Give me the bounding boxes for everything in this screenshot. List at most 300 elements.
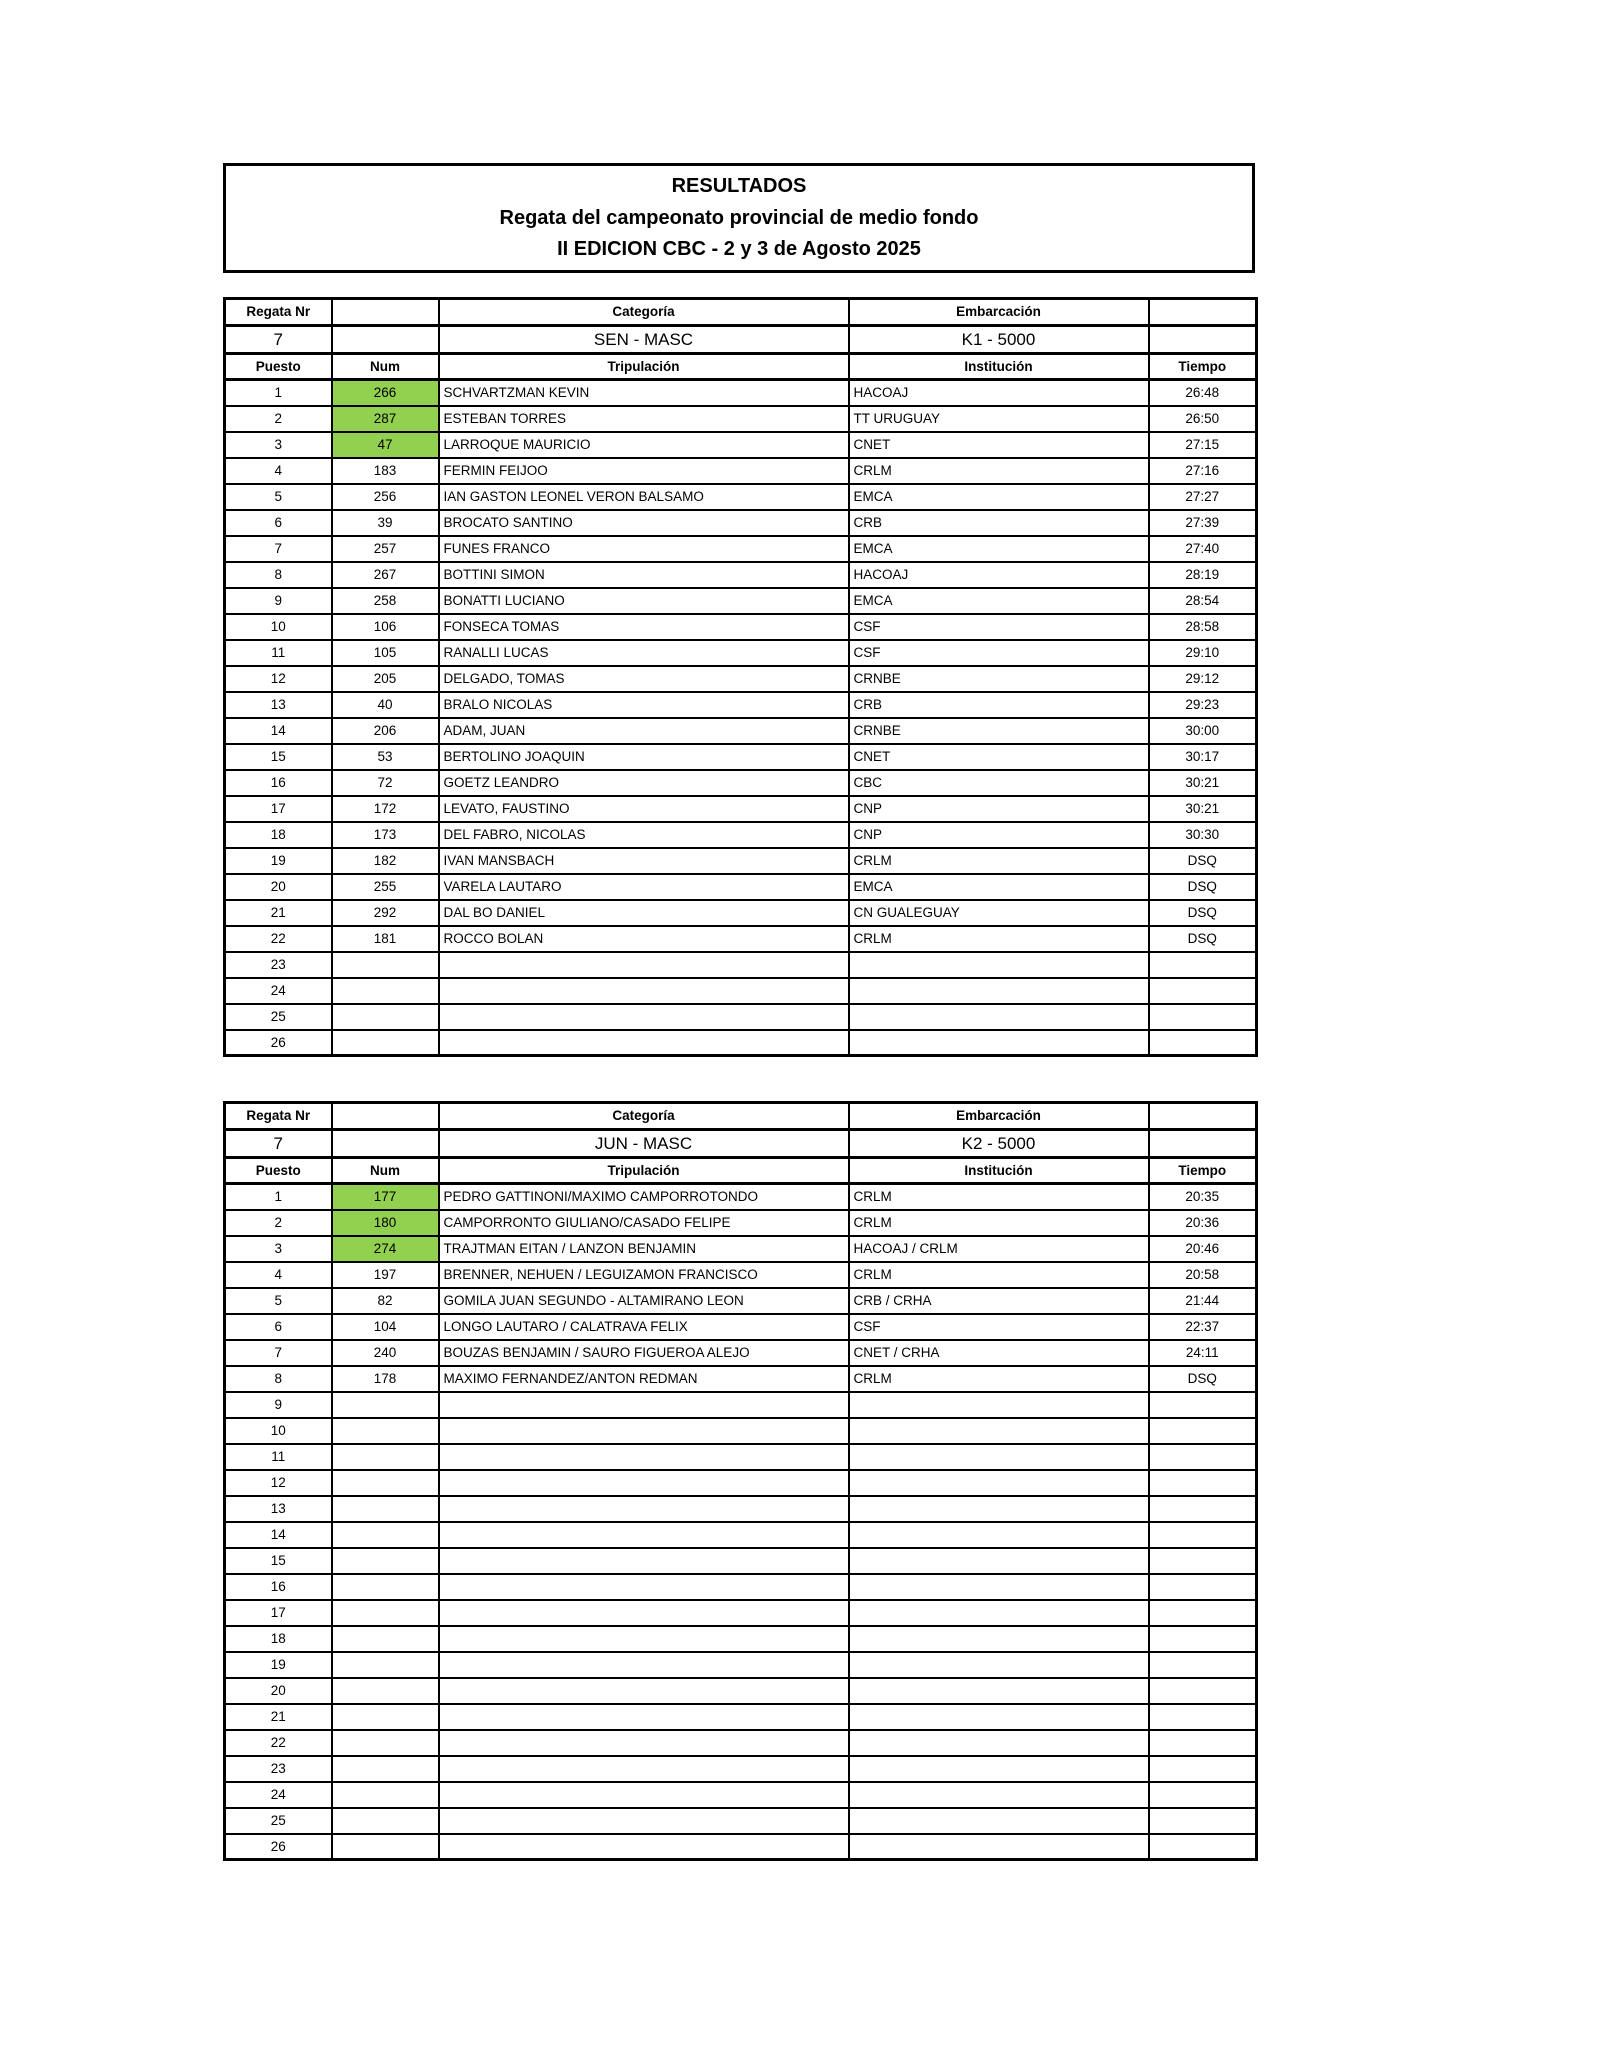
empty-cell xyxy=(332,1130,439,1158)
table-row xyxy=(225,848,1257,874)
puesto-cell: 11 xyxy=(225,640,332,666)
institucion-cell: CSF xyxy=(849,1314,1149,1340)
num-cell: 40 xyxy=(332,692,439,718)
num-cell xyxy=(332,1496,439,1522)
tripulacion-cell: SCHVARTZMAN KEVIN xyxy=(439,380,849,406)
puesto-cell: 17 xyxy=(225,796,332,822)
puesto-cell: 22 xyxy=(225,1730,332,1756)
num-cell xyxy=(332,952,439,978)
table-row xyxy=(225,1678,1257,1704)
num-cell: 104 xyxy=(332,1314,439,1340)
institucion-cell xyxy=(849,1808,1149,1834)
num-cell xyxy=(332,1730,439,1756)
tripulacion-cell: BRALO NICOLAS xyxy=(439,692,849,718)
institucion-cell: EMCA xyxy=(849,536,1149,562)
tripulacion-cell xyxy=(439,1834,849,1860)
num-cell xyxy=(332,1470,439,1496)
tripulacion-cell xyxy=(439,952,849,978)
tiempo-cell: 20:36 xyxy=(1149,1210,1257,1236)
institucion-cell: CRB / CRHA xyxy=(849,1288,1149,1314)
tripulacion-cell xyxy=(439,1444,849,1470)
results-table-jun-masc-k2 xyxy=(223,1101,1258,1861)
puesto-cell: 8 xyxy=(225,562,332,588)
institucion-cell: HACOAJ xyxy=(849,562,1149,588)
tripulacion-cell: GOMILA JUAN SEGUNDO - ALTAMIRANO LEON xyxy=(439,1288,849,1314)
tiempo-cell xyxy=(1149,1392,1257,1418)
institucion-cell xyxy=(849,1626,1149,1652)
tripulacion-cell: RANALLI LUCAS xyxy=(439,640,849,666)
table-row xyxy=(225,1600,1257,1626)
categoria-label: Categoría xyxy=(439,1103,849,1130)
table-row xyxy=(225,926,1257,952)
num-cell xyxy=(332,1522,439,1548)
num-cell: 266 xyxy=(332,380,439,406)
num-cell xyxy=(332,1704,439,1730)
num-cell: 197 xyxy=(332,1262,439,1288)
tiempo-cell: 30:21 xyxy=(1149,770,1257,796)
tripulacion-cell: FERMIN FEIJOO xyxy=(439,458,849,484)
institucion-cell xyxy=(849,1444,1149,1470)
empty-cell xyxy=(1149,326,1257,354)
institucion-cell: CNET / CRHA xyxy=(849,1340,1149,1366)
institucion-cell: TT URUGUAY xyxy=(849,406,1149,432)
num-cell: 180 xyxy=(332,1210,439,1236)
num-cell: 292 xyxy=(332,900,439,926)
tiempo-cell xyxy=(1149,1704,1257,1730)
puesto-cell: 2 xyxy=(225,1210,332,1236)
tripulacion-cell xyxy=(439,1030,849,1056)
tripulacion-cell: PEDRO GATTINONI/MAXIMO CAMPORROTONDO xyxy=(439,1184,849,1210)
tiempo-cell xyxy=(1149,1782,1257,1808)
tripulacion-cell: DAL BO DANIEL xyxy=(439,900,849,926)
table-row xyxy=(225,1626,1257,1652)
regata-nr-value: 7 xyxy=(225,1130,332,1158)
categoria-value: JUN - MASC xyxy=(439,1130,849,1158)
institucion-cell: CRLM xyxy=(849,458,1149,484)
institucion-cell: CN GUALEGUAY xyxy=(849,900,1149,926)
num-cell xyxy=(332,1756,439,1782)
puesto-cell: 1 xyxy=(225,380,332,406)
table-meta-header-row xyxy=(225,1103,1257,1130)
puesto-cell: 20 xyxy=(225,874,332,900)
tripulacion-cell: VARELA LAUTARO xyxy=(439,874,849,900)
tiempo-cell: DSQ xyxy=(1149,848,1257,874)
institucion-cell: HACOAJ xyxy=(849,380,1149,406)
num-cell: 106 xyxy=(332,614,439,640)
table-row xyxy=(225,1340,1257,1366)
institucion-cell: CRLM xyxy=(849,848,1149,874)
tripulacion-cell: MAXIMO FERNANDEZ/ANTON REDMAN xyxy=(439,1366,849,1392)
institucion-cell xyxy=(849,1496,1149,1522)
institucion-cell: CBC xyxy=(849,770,1149,796)
tiempo-cell xyxy=(1149,978,1257,1004)
num-cell: 183 xyxy=(332,458,439,484)
tiempo-cell xyxy=(1149,1756,1257,1782)
num-cell: 173 xyxy=(332,822,439,848)
institucion-cell xyxy=(849,952,1149,978)
tripulacion-cell: BONATTI LUCIANO xyxy=(439,588,849,614)
tiempo-cell xyxy=(1149,1444,1257,1470)
table-row xyxy=(225,666,1257,692)
table-row xyxy=(225,1444,1257,1470)
page-subtitle: Regata del campeonato provincial de medio fondo xyxy=(499,206,979,229)
tripulacion-cell: BERTOLINO JOAQUIN xyxy=(439,744,849,770)
tripulacion-column-header: Tripulación xyxy=(439,354,849,380)
table-row xyxy=(225,1548,1257,1574)
num-cell: 105 xyxy=(332,640,439,666)
tripulacion-cell: DEL FABRO, NICOLAS xyxy=(439,822,849,848)
puesto-column-header: Puesto xyxy=(225,354,332,380)
tiempo-cell: 27:15 xyxy=(1149,432,1257,458)
table-row xyxy=(225,1496,1257,1522)
puesto-cell: 15 xyxy=(225,744,332,770)
tiempo-cell: 30:17 xyxy=(1149,744,1257,770)
tripulacion-cell: FONSECA TOMAS xyxy=(439,614,849,640)
table-meta-header-row xyxy=(225,299,1257,326)
table-row xyxy=(225,432,1257,458)
tripulacion-cell: DELGADO, TOMAS xyxy=(439,666,849,692)
num-cell: 177 xyxy=(332,1184,439,1210)
puesto-cell: 25 xyxy=(225,1808,332,1834)
title-box xyxy=(223,163,1255,273)
institucion-cell xyxy=(849,978,1149,1004)
tripulacion-cell: IAN GASTON LEONEL VERON BALSAMO xyxy=(439,484,849,510)
puesto-cell: 21 xyxy=(225,900,332,926)
table-row xyxy=(225,1392,1257,1418)
puesto-cell: 12 xyxy=(225,1470,332,1496)
tripulacion-cell xyxy=(439,1496,849,1522)
institucion-cell xyxy=(849,1470,1149,1496)
tripulacion-cell xyxy=(439,1004,849,1030)
column-header-row xyxy=(225,1158,1257,1184)
puesto-cell: 20 xyxy=(225,1678,332,1704)
institucion-cell xyxy=(849,1704,1149,1730)
num-cell xyxy=(332,1548,439,1574)
table-row xyxy=(225,1366,1257,1392)
tripulacion-column-header: Tripulación xyxy=(439,1158,849,1184)
tripulacion-cell: ADAM, JUAN xyxy=(439,718,849,744)
institucion-cell: CRLM xyxy=(849,1262,1149,1288)
puesto-cell: 19 xyxy=(225,848,332,874)
num-cell: 205 xyxy=(332,666,439,692)
table-row xyxy=(225,1288,1257,1314)
tiempo-cell xyxy=(1149,1574,1257,1600)
puesto-cell: 7 xyxy=(225,1340,332,1366)
puesto-cell: 14 xyxy=(225,718,332,744)
tiempo-cell xyxy=(1149,952,1257,978)
tiempo-cell xyxy=(1149,1496,1257,1522)
institucion-cell xyxy=(849,1834,1149,1860)
institucion-cell: CRLM xyxy=(849,1210,1149,1236)
table-row xyxy=(225,770,1257,796)
table-row xyxy=(225,692,1257,718)
tiempo-cell xyxy=(1149,1418,1257,1444)
num-cell: 256 xyxy=(332,484,439,510)
empty-cell xyxy=(332,299,439,326)
institucion-cell xyxy=(849,1782,1149,1808)
puesto-cell: 9 xyxy=(225,1392,332,1418)
results-table-sen-masc-k1 xyxy=(223,297,1258,1057)
num-cell xyxy=(332,978,439,1004)
tripulacion-cell xyxy=(439,978,849,1004)
puesto-cell: 3 xyxy=(225,1236,332,1262)
puesto-cell: 22 xyxy=(225,926,332,952)
institucion-cell xyxy=(849,1730,1149,1756)
tiempo-column-header: Tiempo xyxy=(1149,1158,1257,1184)
tiempo-cell xyxy=(1149,1004,1257,1030)
institucion-cell: CRLM xyxy=(849,1184,1149,1210)
table-row xyxy=(225,1314,1257,1340)
table-meta-value-row xyxy=(225,326,1257,354)
table-row xyxy=(225,900,1257,926)
empty-cell xyxy=(1149,299,1257,326)
categoria-label: Categoría xyxy=(439,299,849,326)
empty-cell xyxy=(332,1103,439,1130)
tiempo-cell: 30:00 xyxy=(1149,718,1257,744)
tripulacion-cell: LONGO LAUTARO / CALATRAVA FELIX xyxy=(439,1314,849,1340)
puesto-cell: 5 xyxy=(225,1288,332,1314)
tripulacion-cell: LEVATO, FAUSTINO xyxy=(439,796,849,822)
tiempo-cell: 29:23 xyxy=(1149,692,1257,718)
puesto-cell: 6 xyxy=(225,510,332,536)
table-row xyxy=(225,380,1257,406)
table-row xyxy=(225,874,1257,900)
puesto-cell: 26 xyxy=(225,1834,332,1860)
puesto-cell: 5 xyxy=(225,484,332,510)
tiempo-cell xyxy=(1149,1678,1257,1704)
institucion-cell xyxy=(849,1652,1149,1678)
num-cell xyxy=(332,1030,439,1056)
table-row xyxy=(225,1756,1257,1782)
tripulacion-cell xyxy=(439,1470,849,1496)
tiempo-cell: DSQ xyxy=(1149,926,1257,952)
tiempo-cell xyxy=(1149,1470,1257,1496)
tiempo-cell: 29:12 xyxy=(1149,666,1257,692)
table-row xyxy=(225,484,1257,510)
num-cell: 206 xyxy=(332,718,439,744)
table-row xyxy=(225,458,1257,484)
puesto-column-header: Puesto xyxy=(225,1158,332,1184)
puesto-cell: 14 xyxy=(225,1522,332,1548)
tiempo-cell: 29:10 xyxy=(1149,640,1257,666)
tripulacion-cell xyxy=(439,1574,849,1600)
empty-cell xyxy=(1149,1130,1257,1158)
num-cell xyxy=(332,1626,439,1652)
table-row xyxy=(225,562,1257,588)
puesto-cell: 4 xyxy=(225,1262,332,1288)
institucion-cell: CRNBE xyxy=(849,718,1149,744)
puesto-cell: 9 xyxy=(225,588,332,614)
tiempo-cell xyxy=(1149,1522,1257,1548)
puesto-cell: 13 xyxy=(225,692,332,718)
num-cell: 255 xyxy=(332,874,439,900)
tripulacion-cell: ROCCO BOLAN xyxy=(439,926,849,952)
table-row xyxy=(225,1210,1257,1236)
num-cell xyxy=(332,1004,439,1030)
embarcacion-value: K2 - 5000 xyxy=(849,1130,1149,1158)
tiempo-cell xyxy=(1149,1808,1257,1834)
puesto-cell: 19 xyxy=(225,1652,332,1678)
num-cell xyxy=(332,1574,439,1600)
institucion-cell: CNET xyxy=(849,744,1149,770)
table-row xyxy=(225,822,1257,848)
puesto-cell: 2 xyxy=(225,406,332,432)
table-row xyxy=(225,1808,1257,1834)
tripulacion-cell: ESTEBAN TORRES xyxy=(439,406,849,432)
tripulacion-cell: BROCATO SANTINO xyxy=(439,510,849,536)
num-cell xyxy=(332,1678,439,1704)
puesto-cell: 13 xyxy=(225,1496,332,1522)
tiempo-column-header: Tiempo xyxy=(1149,354,1257,380)
tripulacion-cell xyxy=(439,1548,849,1574)
tiempo-cell: 27:27 xyxy=(1149,484,1257,510)
empty-cell xyxy=(332,326,439,354)
puesto-cell: 1 xyxy=(225,1184,332,1210)
num-cell: 267 xyxy=(332,562,439,588)
institucion-cell xyxy=(849,1418,1149,1444)
puesto-cell: 26 xyxy=(225,1030,332,1056)
table-row xyxy=(225,1470,1257,1496)
table-row xyxy=(225,640,1257,666)
puesto-cell: 10 xyxy=(225,1418,332,1444)
num-cell: 257 xyxy=(332,536,439,562)
table-row xyxy=(225,718,1257,744)
tiempo-cell: 27:40 xyxy=(1149,536,1257,562)
puesto-cell: 18 xyxy=(225,822,332,848)
tripulacion-cell xyxy=(439,1626,849,1652)
puesto-cell: 6 xyxy=(225,1314,332,1340)
puesto-cell: 23 xyxy=(225,1756,332,1782)
num-cell xyxy=(332,1600,439,1626)
num-cell xyxy=(332,1652,439,1678)
institucion-cell xyxy=(849,1522,1149,1548)
institucion-cell xyxy=(849,1678,1149,1704)
num-cell: 39 xyxy=(332,510,439,536)
tiempo-cell: 20:46 xyxy=(1149,1236,1257,1262)
categoria-value: SEN - MASC xyxy=(439,326,849,354)
table-row xyxy=(225,1236,1257,1262)
tiempo-cell: 24:11 xyxy=(1149,1340,1257,1366)
tiempo-cell: 21:44 xyxy=(1149,1288,1257,1314)
page-title: RESULTADOS xyxy=(671,175,807,198)
num-cell: 47 xyxy=(332,432,439,458)
tripulacion-cell xyxy=(439,1782,849,1808)
tiempo-cell xyxy=(1149,1626,1257,1652)
institucion-cell: CRNBE xyxy=(849,666,1149,692)
institucion-cell xyxy=(849,1574,1149,1600)
regata-nr-label: Regata Nr xyxy=(225,299,332,326)
num-cell: 258 xyxy=(332,588,439,614)
table-row xyxy=(225,1418,1257,1444)
tiempo-cell: 27:39 xyxy=(1149,510,1257,536)
tripulacion-cell xyxy=(439,1730,849,1756)
table-row xyxy=(225,1652,1257,1678)
num-cell: 72 xyxy=(332,770,439,796)
tiempo-cell xyxy=(1149,1548,1257,1574)
tripulacion-cell xyxy=(439,1808,849,1834)
num-cell: 82 xyxy=(332,1288,439,1314)
table-row xyxy=(225,1522,1257,1548)
tripulacion-cell xyxy=(439,1652,849,1678)
tripulacion-cell: CAMPORRONTO GIULIANO/CASADO FELIPE xyxy=(439,1210,849,1236)
table-row xyxy=(225,1004,1257,1030)
table-row xyxy=(225,406,1257,432)
puesto-cell: 17 xyxy=(225,1600,332,1626)
institucion-cell xyxy=(849,1548,1149,1574)
table-row xyxy=(225,1184,1257,1210)
tripulacion-cell xyxy=(439,1418,849,1444)
table-row xyxy=(225,1262,1257,1288)
tripulacion-cell xyxy=(439,1678,849,1704)
tiempo-cell: 28:58 xyxy=(1149,614,1257,640)
num-cell: 181 xyxy=(332,926,439,952)
page-edition-date: II EDICION CBC - 2 y 3 de Agosto 2025 xyxy=(557,237,921,260)
num-cell: 287 xyxy=(332,406,439,432)
puesto-cell: 24 xyxy=(225,978,332,1004)
tiempo-cell: 20:58 xyxy=(1149,1262,1257,1288)
tiempo-cell: 22:37 xyxy=(1149,1314,1257,1340)
table-row xyxy=(225,1574,1257,1600)
table-row xyxy=(225,952,1257,978)
table-row xyxy=(225,536,1257,562)
num-cell: 172 xyxy=(332,796,439,822)
puesto-cell: 7 xyxy=(225,536,332,562)
institucion-cell: CNP xyxy=(849,796,1149,822)
tripulacion-cell: BRENNER, NEHUEN / LEGUIZAMON FRANCISCO xyxy=(439,1262,849,1288)
empty-cell xyxy=(1149,1103,1257,1130)
table-row xyxy=(225,1782,1257,1808)
tiempo-cell: 28:54 xyxy=(1149,588,1257,614)
table-row xyxy=(225,588,1257,614)
institucion-cell: CSF xyxy=(849,614,1149,640)
puesto-cell: 10 xyxy=(225,614,332,640)
institucion-cell: CRB xyxy=(849,692,1149,718)
puesto-cell: 23 xyxy=(225,952,332,978)
num-cell xyxy=(332,1418,439,1444)
embarcacion-value: K1 - 5000 xyxy=(849,326,1149,354)
tiempo-cell: 26:48 xyxy=(1149,380,1257,406)
num-cell: 240 xyxy=(332,1340,439,1366)
document-content xyxy=(223,163,1255,1861)
tripulacion-cell xyxy=(439,1392,849,1418)
embarcacion-label: Embarcación xyxy=(849,1103,1149,1130)
tiempo-cell: DSQ xyxy=(1149,874,1257,900)
table-row xyxy=(225,1704,1257,1730)
num-cell xyxy=(332,1444,439,1470)
tripulacion-cell: FUNES FRANCO xyxy=(439,536,849,562)
table-row xyxy=(225,978,1257,1004)
institucion-cell: CRLM xyxy=(849,1366,1149,1392)
institucion-cell: HACOAJ / CRLM xyxy=(849,1236,1149,1262)
num-column-header: Num xyxy=(332,354,439,380)
table-row xyxy=(225,1730,1257,1756)
tripulacion-cell xyxy=(439,1522,849,1548)
institucion-column-header: Institución xyxy=(849,354,1149,380)
tiempo-cell: 30:30 xyxy=(1149,822,1257,848)
puesto-cell: 15 xyxy=(225,1548,332,1574)
tripulacion-cell xyxy=(439,1704,849,1730)
puesto-cell: 11 xyxy=(225,1444,332,1470)
puesto-cell: 12 xyxy=(225,666,332,692)
institucion-cell xyxy=(849,1600,1149,1626)
regata-nr-value: 7 xyxy=(225,326,332,354)
tripulacion-cell: LARROQUE MAURICIO xyxy=(439,432,849,458)
table-row xyxy=(225,796,1257,822)
tiempo-cell: 30:21 xyxy=(1149,796,1257,822)
institucion-cell: CSF xyxy=(849,640,1149,666)
institucion-cell: EMCA xyxy=(849,484,1149,510)
puesto-cell: 4 xyxy=(225,458,332,484)
